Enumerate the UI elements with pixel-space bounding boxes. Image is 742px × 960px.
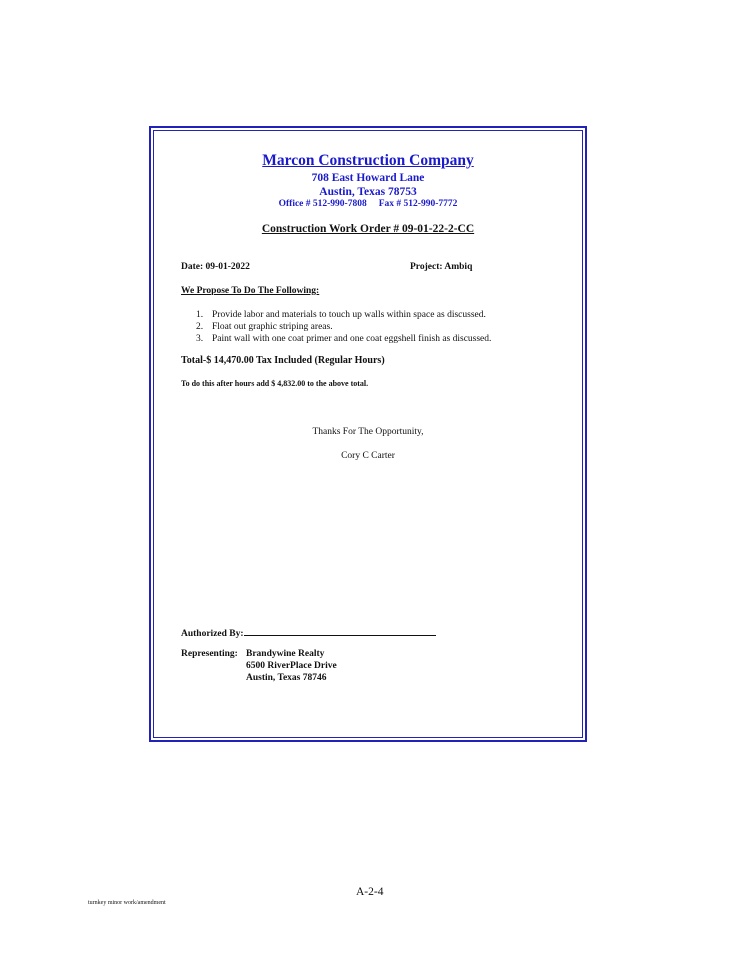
office-phone: Office # 512-990-7808 [278, 199, 367, 209]
company-address-line1: 708 East Howard Lane [311, 172, 425, 184]
proposal-list [196, 309, 491, 345]
company-address-line2: Austin, Texas 78753 [319, 186, 417, 198]
list-item: 2. Float out graphic striping areas. [196, 322, 333, 332]
signer-name: Cory C Carter [341, 451, 395, 461]
order-date: Date: 09-01-2022 [181, 262, 250, 272]
after-hours-note: To do this after hours add $ 4,832.00 to the above total. [181, 379, 369, 388]
footer-note: turnkey minor work/amendment [88, 900, 166, 906]
project-name: Project: Ambiq [410, 262, 473, 272]
company-phones [153, 199, 583, 209]
total-amount: Total-$ 14,470.00 Tax Included (Regular Hours) [181, 355, 385, 366]
page-number: A-2-4 [356, 886, 384, 898]
representing-line2: 6500 RiverPlace Drive [246, 661, 337, 671]
company-name: Marcon Construction Company [262, 152, 474, 169]
representing-line3: Austin, Texas 78746 [246, 673, 327, 683]
list-item: 3. Paint wall with one coat primer and one coat eggshell finish as discussed. [196, 334, 492, 344]
signature-line [244, 626, 436, 636]
authorized-label: Authorized By: [181, 629, 244, 639]
proposal-heading: We Propose To Do The Following: [181, 286, 320, 296]
representing-label: Representing: [181, 649, 238, 659]
work-order-title: Construction Work Order # 09-01-22-2-CC [261, 223, 475, 235]
list-item: 1. Provide labor and materials to touch up walls within space as discussed. [196, 310, 486, 320]
authorized-by [181, 626, 436, 639]
thanks-line: Thanks For The Opportunity, [312, 427, 424, 437]
representing-line1: Brandywine Realty [246, 649, 325, 659]
fax-number: Fax # 512-990-7772 [378, 199, 458, 209]
